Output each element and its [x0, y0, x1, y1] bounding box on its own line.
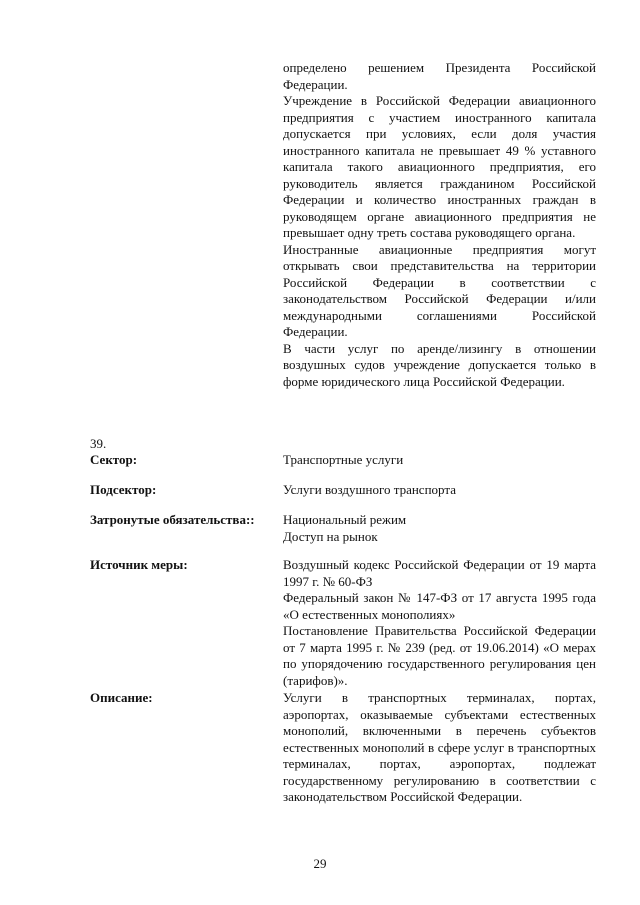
source-1: Воздушный кодекс Российской Федерации от 19 марта 1997 г. № 60-ФЗ: [283, 557, 596, 589]
source-3: Постановление Правительства Российской Федерации от 7 марта 1995 г. № 239 (ред. от 19.06.2014) «О мерах по упорядочению государственного регулирования цен (тарифов)».: [283, 623, 596, 688]
para-4: В части услуг по аренде/лизингу в отношении воздушных судов учреждение допускается только в форме юридического лица Российской Федерации.: [283, 340, 596, 389]
subsector-value: Услуги воздушного транспорта: [283, 482, 456, 497]
sector-label: Сектор:: [90, 452, 138, 467]
source-value: [283, 557, 596, 689]
source-2: Федеральный закон № 147-ФЗ от 17 августа 1995 года «О естественных монополиях»: [283, 590, 596, 622]
sector-value: Транспортные услуги: [283, 452, 404, 467]
subsector-label: Подсектор:: [90, 482, 157, 497]
obligation-national-treatment: Национальный режим: [283, 512, 407, 527]
obligations-value: [283, 512, 596, 545]
para-3: Иностранные авиационные предприятия могут открывать свои представительства на территории Российской Федерации в соответствии с законодательством Российской Федерации и/или международными соглашениями Российской Федерации.: [283, 241, 596, 339]
source-label: Источник меры:: [90, 557, 188, 572]
para-2: Учреждение в Российской Федерации авиационного предприятия с участием иностранного капитала допускается при условиях, если доля участия иностранного капитала не превышает 49 % уставного капитала такого авиационного предприятия, его руководитель является гражданином Российской Федерации и количество иностранных граждан в руководящем органе авиационного предприятия не превышает одну треть состава руководящего органа.: [283, 93, 596, 240]
description-text: Услуги в транспортных терминалах, портах, аэропортах, оказываемые субъектами естественных монополий, включенными в перечень субъектов естественных монополий в сфере услуг в транспортных терминалах, портах, аэропортах, подлежат государственному регулированию в соответствии с законодательством Российской Федерации.: [283, 690, 596, 804]
para-1: определено решением Президента Российской Федерации.: [283, 60, 596, 92]
entry-number: 39.: [90, 436, 107, 451]
continued-description: [283, 60, 596, 390]
description-value: [283, 690, 596, 806]
obligation-market-access: Доступ на рынок: [283, 528, 378, 544]
obligations-label: Затронутые обязательства::: [90, 512, 255, 527]
description-label: Описание:: [90, 690, 153, 705]
page-number: 29: [313, 856, 327, 871]
